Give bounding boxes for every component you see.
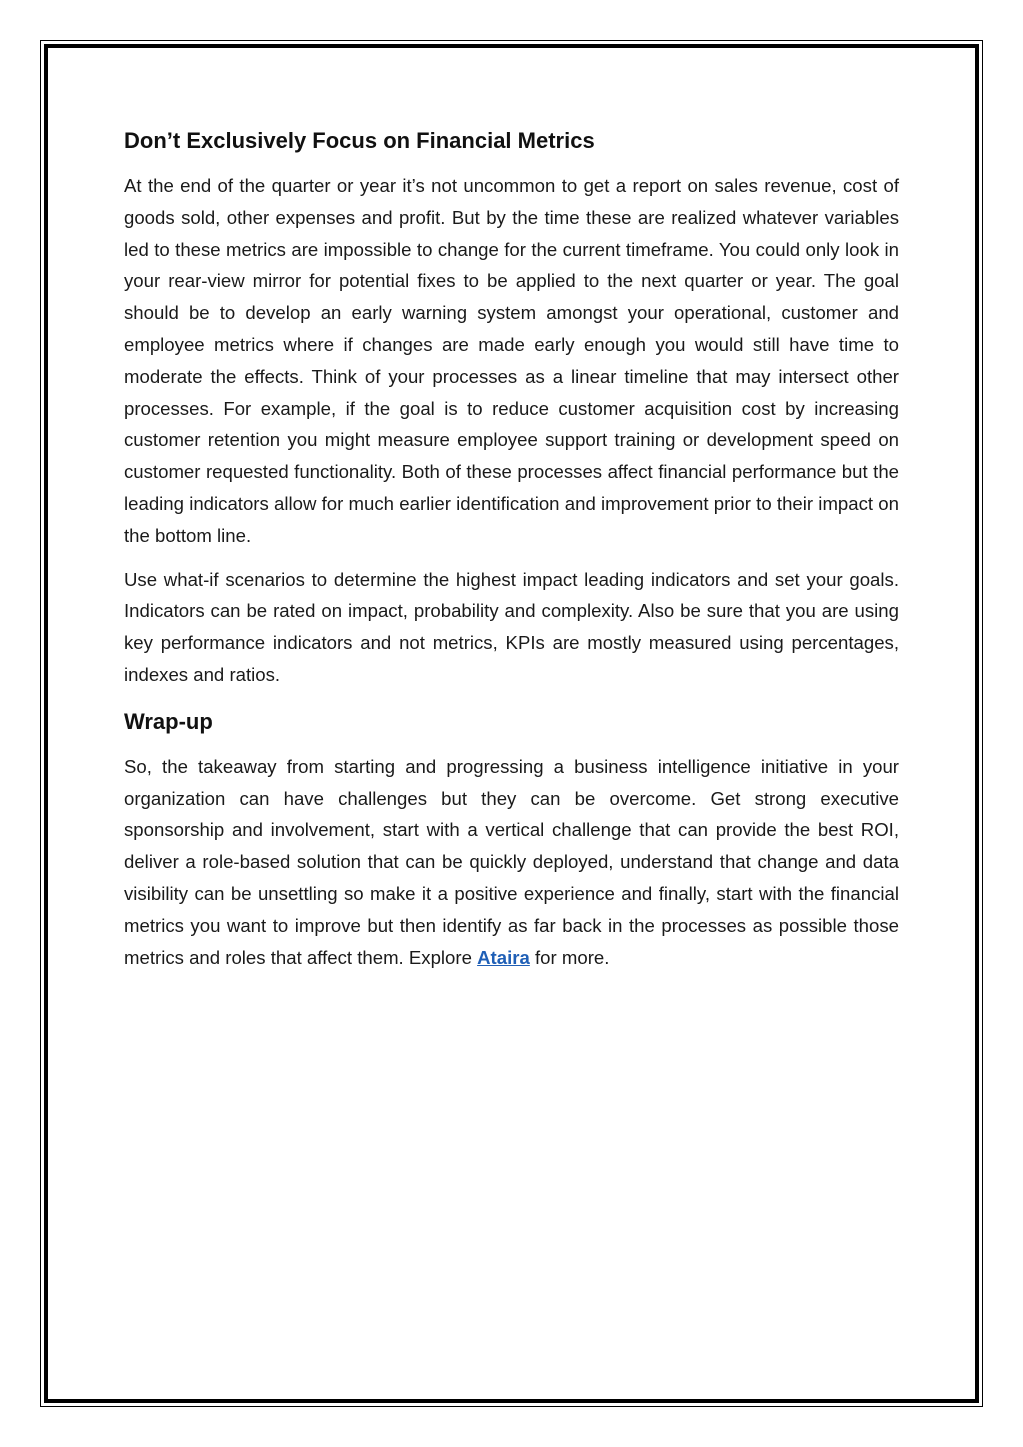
document-content <box>124 122 899 985</box>
section-heading-wrap-up: Wrap-up <box>124 708 213 734</box>
wrap-up-text: So, the takeaway from starting and progressing a business intelligence initiative in your organization can have challenges but they can be overcome. Get strong executive sponsorship and involvement, start with a vertical challenge that can provide the best ROI, deliver a role-based solution that can be quickly deployed, understand that change and data visibility can be unsettling so make it a positive experience and finally, start with the financial metrics you want to improve but then identify as far back in the processes as possible those metrics and roles that affect them. Explore <box>124 755 899 968</box>
paragraph-wrap-up <box>124 751 899 974</box>
paragraph-early-warning: At the end of the quarter or year it’s not uncommon to get a report on sales revenue, cost of goods sold, other expenses and profit. But by the time these are realized whatever variables led to these metrics are impossible to change for the current timeframe. You could only look in your rear-view mirror for potential fixes to be applied to the next quarter or year. The goal should be to develop an early warning system amongst your operational, customer and employee metrics where if changes are made early enough you would still have time to moderate the effects. Think of your processes as a linear timeline that may intersect other processes. For example, if the goal is to reduce customer acquisition cost by increasing customer retention you might measure employee support training or development speed on customer requested functionality. Both of these processes affect financial performance but the leading indicators allow for much earlier identification and improvement prior to their impact on the bottom line. <box>124 175 899 546</box>
paragraph-what-if: Use what-if scenarios to determine the highest impact leading indicators and set your goals. Indicators can be rated on impact, probability and complexity. Also be sure that you are using key performance indicators and not metrics, KPIs are mostly measured using percentages, indexes and ratios. <box>124 568 899 685</box>
wrap-up-tail: for more. <box>529 946 610 968</box>
ataira-link[interactable]: Ataira <box>477 946 530 968</box>
section-heading-financial-metrics: Don’t Exclusively Focus on Financial Metrics <box>124 128 595 153</box>
